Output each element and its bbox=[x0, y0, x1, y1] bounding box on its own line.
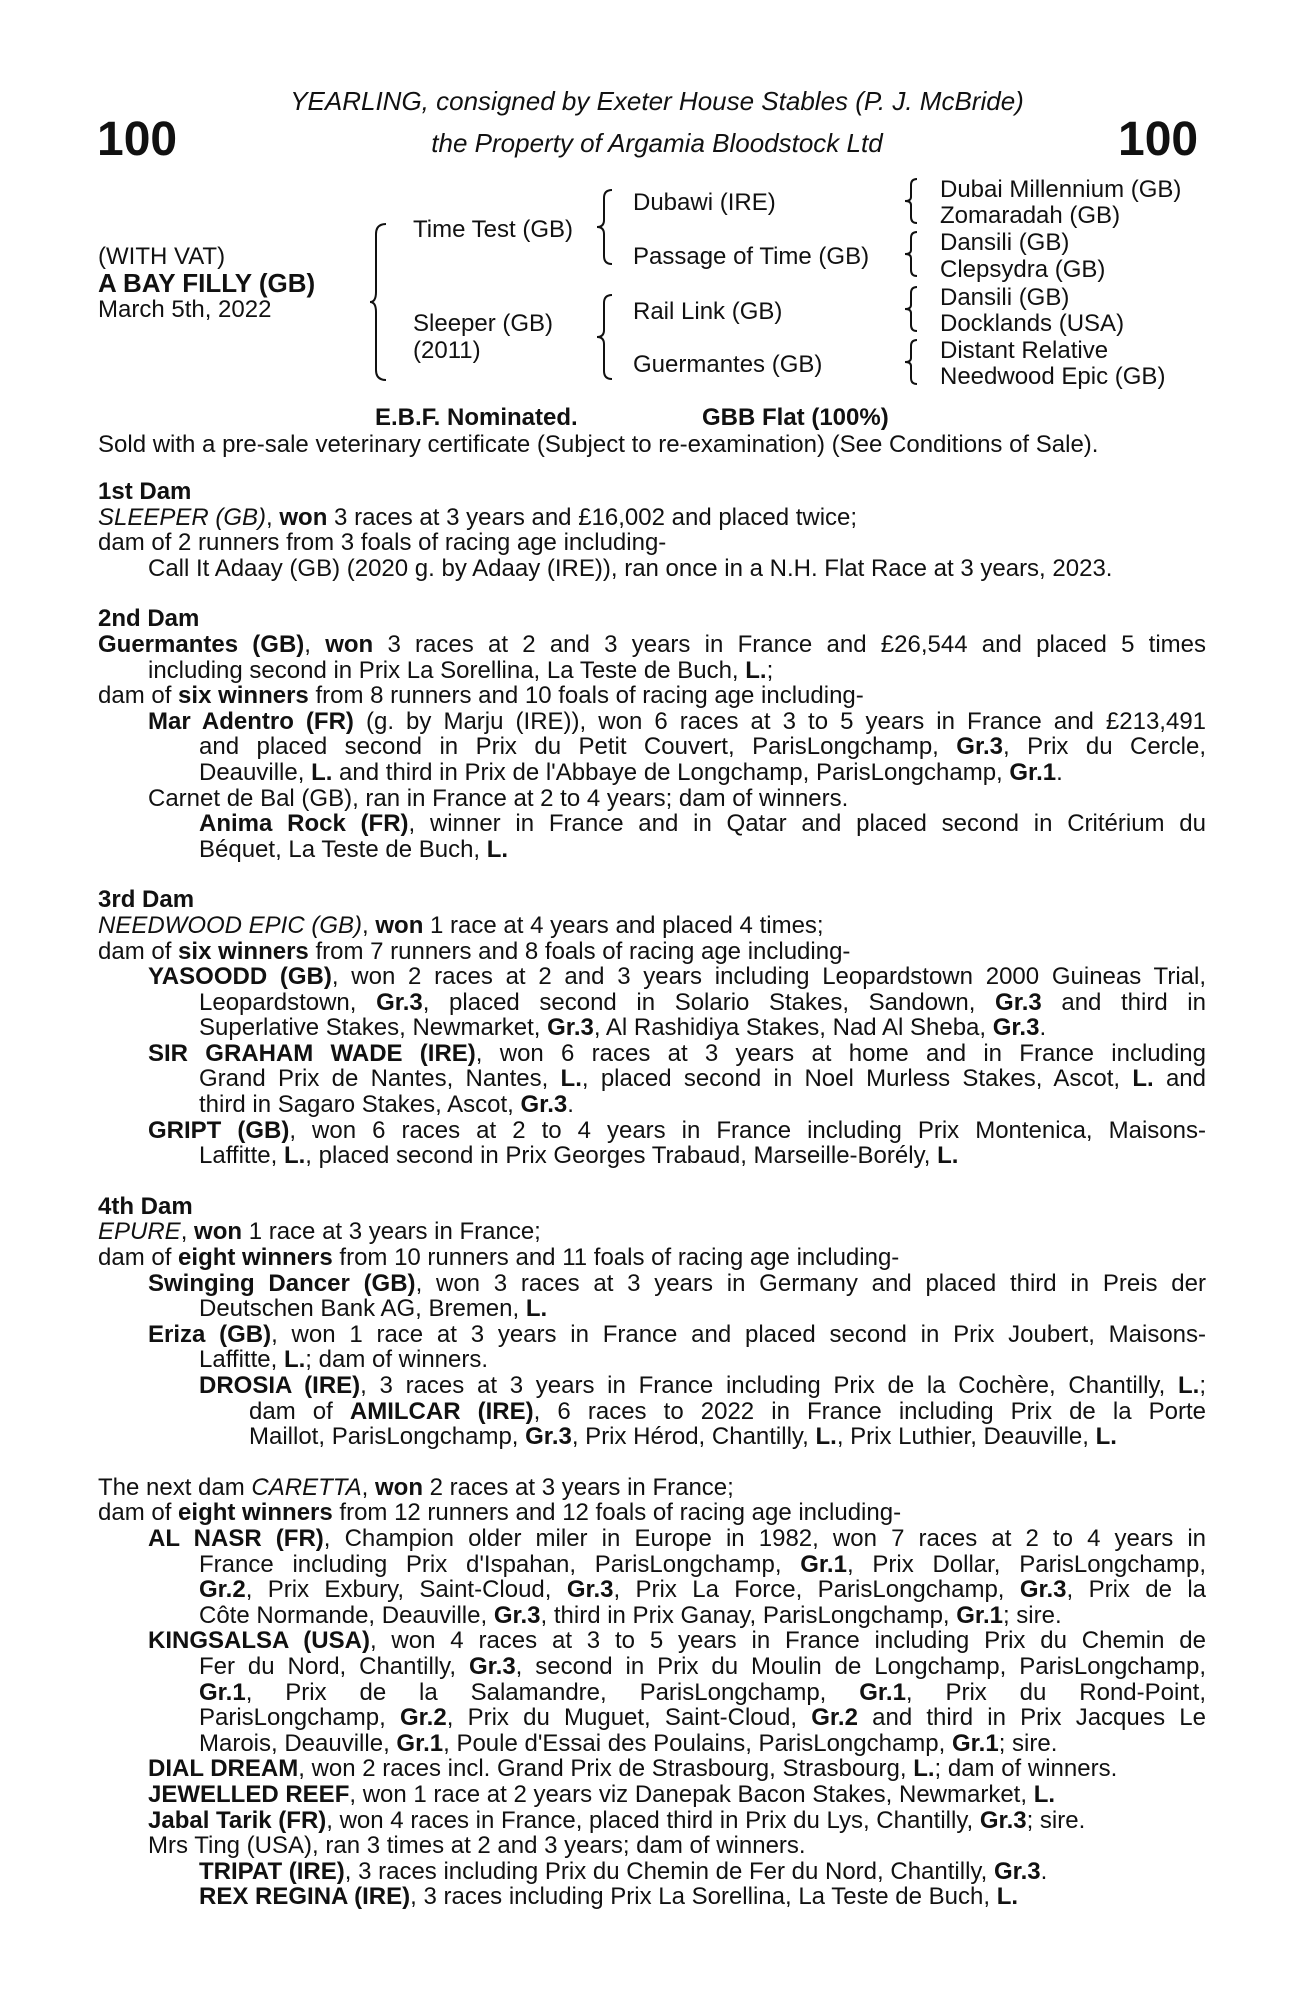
text-line: dam of 2 runners from 3 foals of racing age including- bbox=[98, 529, 667, 557]
pedigree-g2: Zomaradah (GB) bbox=[940, 202, 1121, 229]
text-line: DIAL DREAM, won 2 races incl. Grand Prix de Strasbourg, Strasbourg, L.; dam of winners. bbox=[148, 1755, 1118, 1783]
pedigree-dam-dam: Guermantes (GB) bbox=[633, 351, 823, 378]
text-line: NEEDWOOD EPIC (GB), won 1 race at 4 years and placed 4 times; bbox=[98, 911, 824, 939]
pedigree-g3: Dansili (GB) bbox=[940, 229, 1070, 256]
brace-icon bbox=[903, 230, 919, 278]
text-line: Deauville, L. and third in Prix de l'Abbaye de Longchamp, ParisLongchamp, Gr.1. bbox=[199, 758, 1063, 786]
text-line: Laffitte, L.; dam of winners. bbox=[199, 1346, 489, 1374]
pedigree-dam-year: (2011) bbox=[413, 337, 481, 364]
text-line: REX REGINA (IRE), 3 races including Prix La Sorellina, La Teste de Buch, L. bbox=[199, 1883, 1019, 1911]
pedigree-g7: Distant Relative bbox=[940, 337, 1109, 364]
text-line: Béquet, La Teste de Buch, L. bbox=[199, 835, 509, 863]
horse-name: A BAY FILLY (GB) bbox=[98, 268, 316, 298]
text-line: Côte Normande, Deauville, Gr.3, third in Prix Ganay, ParisLongchamp, Gr.1; sire. bbox=[199, 1601, 1062, 1629]
pedigree-g6: Docklands (USA) bbox=[940, 310, 1125, 337]
text-line: GRIPT (GB), won 6 races at 2 to 4 years in France including Prix Montenica, Maisons- bbox=[148, 1116, 1206, 1144]
text-line: YASOODD (GB), won 2 races at 2 and 3 years including Leopardstown 2000 Guineas Trial, bbox=[148, 963, 1206, 991]
brace-icon bbox=[370, 222, 390, 382]
text-line: dam of eight winners from 10 runners and 11 foals of racing age including- bbox=[98, 1244, 900, 1272]
text-line: DROSIA (IRE), 3 races at 3 years in France including Prix de la Cochère, Chantilly, L.; bbox=[199, 1372, 1206, 1399]
text-line: and placed second in Prix du Petit Couvert, ParisLongchamp, Gr.3, Prix du Cercle, bbox=[199, 733, 1207, 761]
text-line: Mrs Ting (USA), ran 3 times at 2 and 3 years; dam of winners. bbox=[148, 1832, 806, 1860]
gbb-flat: GBB Flat (100%) bbox=[702, 404, 889, 431]
text-line: Eriza (GB), won 1 race at 3 years in France and placed second in Prix Joubert, Maisons- bbox=[148, 1320, 1207, 1348]
text-line: Swinging Dancer (GB), won 3 races at 3 years in Germany and placed third in Preis der bbox=[148, 1269, 1206, 1297]
text-line: third in Sagaro Stakes, Ascot, Gr.3. bbox=[199, 1091, 574, 1119]
text-line: Mar Adentro (FR) (g. by Marju (IRE)), won 6 races at 3 to 5 years in France and £213,491 bbox=[148, 707, 1207, 735]
text-line: EPURE, won 1 race at 3 years in France; bbox=[98, 1218, 541, 1246]
pedigree-sire: Time Test (GB) bbox=[413, 216, 574, 243]
text-line: Anima Rock (FR), winner in France and in Qatar and placed second in Critérium du bbox=[199, 810, 1206, 838]
text-line: Guermantes (GB), won 3 races at 2 and 3 years in France and £26,544 and placed 5 times bbox=[98, 630, 1206, 658]
pedigree-dam: Sleeper (GB) bbox=[413, 310, 554, 337]
brace-icon bbox=[596, 293, 616, 381]
pedigree-dam-sire: Rail Link (GB) bbox=[633, 298, 783, 325]
text-line: Gr.2, Prix Exbury, Saint-Cloud, Gr.3, Prix La Force, ParisLongchamp, Gr.3, Prix de la bbox=[199, 1576, 1206, 1604]
pedigree-g1: Dubai Millennium (GB) bbox=[940, 176, 1182, 203]
text-line: Maillot, ParisLongchamp, Gr.3, Prix Hérod, Chantilly, L., Prix Luthier, Deauville, L. bbox=[249, 1423, 1117, 1451]
text-line: Jabal Tarik (FR), won 4 races in France, placed third in Prix du Lys, Chantilly, Gr.3; sire. bbox=[148, 1806, 1086, 1834]
text-line: SLEEPER (GB), won 3 races at 3 years and £16,002 and placed twice; bbox=[98, 503, 858, 531]
text-line: Call It Adaay (GB) (2020 g. by Adaay (IRE)), ran once in a N.H. Flat Race at 3 years, 2023. bbox=[148, 554, 1113, 582]
brace-icon bbox=[903, 177, 919, 225]
text-line: TRIPAT (IRE), 3 races including Prix du Chemin de Fer du Nord, Chantilly, Gr.3. bbox=[199, 1857, 1048, 1885]
brace-icon bbox=[903, 338, 919, 386]
text-line: KINGSALSA (USA), won 4 races at 3 to 5 years in France including Prix du Chemin de bbox=[148, 1627, 1206, 1655]
text-line: Fer du Nord, Chantilly, Gr.3, second in Prix du Moulin de Longchamp, ParisLongchamp, bbox=[199, 1652, 1207, 1680]
text-line: The next dam CARETTA, won 2 races at 3 years in France; bbox=[98, 1473, 734, 1501]
pedigree-sire-sire: Dubawi (IRE) bbox=[633, 189, 776, 216]
text-line: SIR GRAHAM WADE (IRE), won 6 races at 3 years at home and in France including bbox=[148, 1039, 1206, 1067]
text-line: Deutschen Bank AG, Bremen, L. bbox=[199, 1295, 548, 1323]
brace-icon bbox=[903, 285, 919, 333]
section-heading: 1st Dam bbox=[98, 478, 192, 505]
pedigree-g4: Clepsydra (GB) bbox=[940, 256, 1106, 283]
section-heading: 4th Dam bbox=[98, 1192, 193, 1220]
text-line: dam of AMILCAR (IRE), 6 races to 2022 in France including Prix de la Porte bbox=[249, 1397, 1207, 1425]
section-heading: 3rd Dam bbox=[98, 886, 195, 914]
text-line: ParisLongchamp, Gr.2, Prix du Muguet, Saint-Cloud, Gr.2 and third in Prix Jacques Le bbox=[199, 1704, 1206, 1732]
brace-icon bbox=[596, 188, 616, 266]
text-line: Laffitte, L., placed second in Prix Georges Trabaud, Marseille-Borély, L. bbox=[199, 1142, 959, 1170]
text-line: Leopardstown, Gr.3, placed second in Solario Stakes, Sandown, Gr.3 and third in bbox=[199, 988, 1206, 1016]
lot-number-right: 100 bbox=[1118, 113, 1199, 166]
vet-note: Sold with a pre-sale veterinary certificate (Subject to re-examination) (See Conditions of Sale). bbox=[98, 431, 1099, 458]
pedigree-sire-dam: Passage of Time (GB) bbox=[633, 243, 870, 270]
text-line: Carnet de Bal (GB), ran in France at 2 to 4 years; dam of winners. bbox=[148, 784, 849, 812]
text-line: Superlative Stakes, Newmarket, Gr.3, Al Rashidiya Stakes, Nad Al Sheba, Gr.3. bbox=[199, 1014, 1047, 1042]
property-line: the Property of Argamia Bloodstock Ltd bbox=[431, 128, 883, 158]
text-line: dam of six winners from 8 runners and 10 foals of racing age including- bbox=[98, 682, 864, 710]
text-line: Marois, Deauville, Gr.1, Poule d'Essai des Poulains, ParisLongchamp, Gr.1; sire. bbox=[199, 1729, 1058, 1757]
text-line: AL NASR (FR), Champion older miler in Europe in 1982, won 7 races at 2 to 4 years in bbox=[148, 1524, 1207, 1552]
pedigree-g8: Needwood Epic (GB) bbox=[940, 363, 1166, 390]
text-line: Grand Prix de Nantes, Nantes, L., placed second in Noel Murless Stakes, Ascot, L. and bbox=[199, 1065, 1206, 1093]
section-heading: 2nd Dam bbox=[98, 605, 200, 633]
consignor-line: YEARLING, consigned by Exeter House Stables (P. J. McBride) bbox=[290, 86, 1024, 116]
text-line: dam of six winners from 7 runners and 8 foals of racing age including- bbox=[98, 937, 851, 965]
horse-dob: March 5th, 2022 bbox=[98, 296, 272, 323]
text-line: Gr.1, Prix de la Salamandre, ParisLongchamp, Gr.1, Prix du Rond-Point, bbox=[199, 1678, 1207, 1706]
text-line: including second in Prix La Sorellina, La Teste de Buch, L.; bbox=[148, 656, 774, 684]
text-line: France including Prix d'Ispahan, ParisLongchamp, Gr.1, Prix Dollar, ParisLongchamp, bbox=[199, 1550, 1206, 1578]
lot-number-left: 100 bbox=[97, 113, 178, 166]
ebf-nominated: E.B.F. Nominated. bbox=[375, 404, 578, 431]
catalogue-body bbox=[98, 479, 1206, 1910]
text-line: JEWELLED REEF, won 1 race at 2 years viz Danepak Bacon Stakes, Newmarket, L. bbox=[148, 1780, 1056, 1808]
text-line: dam of eight winners from 12 runners and 12 foals of racing age including- bbox=[98, 1499, 902, 1527]
pedigree-g5: Dansili (GB) bbox=[940, 284, 1070, 311]
vat-label: (WITH VAT) bbox=[98, 243, 226, 270]
